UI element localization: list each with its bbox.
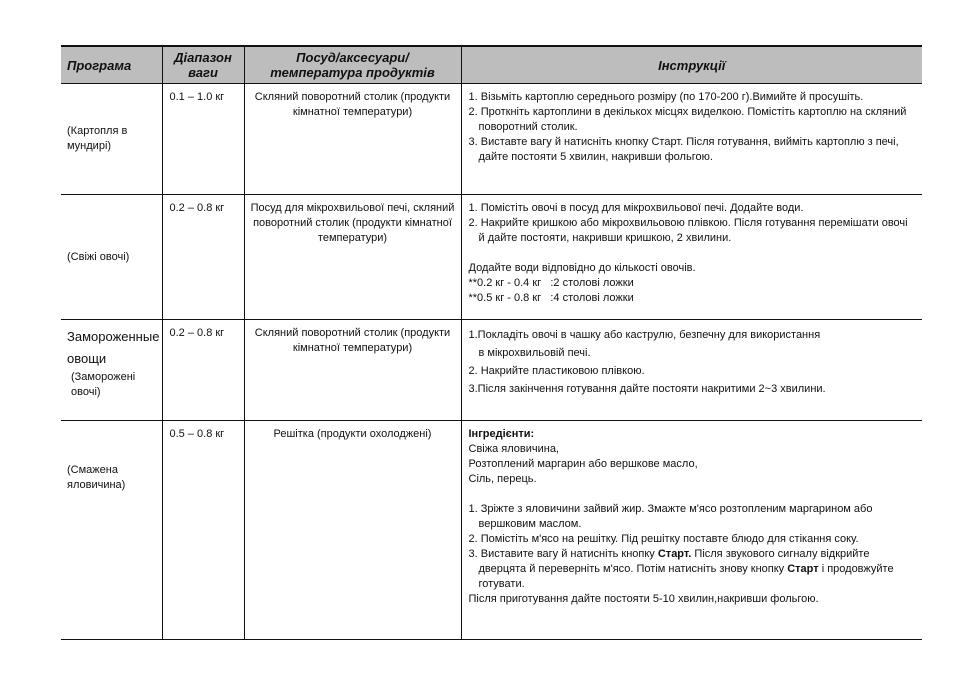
instruction-step: 3. Виставте вагу й натисніть кнопку Старт. Після готування, вийміть картоплю з печі, дайте постояти 5 хвилин, накривши фольгою. [468, 136, 899, 163]
instructions-cell [461, 84, 922, 195]
program-name: (Картопля в [67, 125, 128, 137]
ingredient: Свіжа яловичина, [468, 443, 559, 455]
header-weight: Діапазон ваги [162, 46, 244, 84]
instruction-step: 3. Виставите вагу й натисніть кнопку Старт. Після звукового сигналу відкрийте дверцята й переверніть м'ясо. Потім натисніть знову кнопку Старт і продовжуйте готувати. [468, 548, 894, 590]
header-program: Програма [61, 46, 162, 84]
final-note: Після приготування дайте постояти 5-10 хвилин,накривши фольгою. [468, 593, 819, 605]
weight-range: 0.2 – 0.8 кг [162, 320, 244, 421]
instruction-step: 2. Помістіть м'ясо на решітку. Під решітку поставте блюдо для стікання соку. [468, 533, 859, 545]
program-name: (Заморожені [71, 371, 136, 383]
dish-accessory: Скляний поворотний столик (продукти кімнатної температури) [244, 320, 461, 421]
weight-range: 0.1 – 1.0 кг [162, 84, 244, 195]
program-cell [61, 320, 162, 421]
dish-accessory: Посуд для мікрохвильової печі, скляний поворотний столик (продукти кімнатної температури) [244, 195, 461, 320]
program-name: овощи [67, 351, 107, 366]
table-header-row [61, 46, 922, 84]
dish-accessory: Решітка (продукти охолоджені) [244, 421, 461, 640]
ingredient: Розтоплений маргарин або вершкове масло, [468, 458, 698, 470]
instruction-step: 1.Покладіть овочі в чашку або каструлю, безпечну для використання [468, 329, 821, 341]
instructions-cell [461, 320, 922, 421]
instruction-step: 2. Накрийте кришкою або мікрохвильовою плівкою. Після готування перемішати овочі й дайте постояти, накривши кришкою, 2 хвилини. [468, 217, 908, 244]
header-instructions: Інструкції [461, 46, 922, 84]
water-note: **0.2 кг - 0.4 кг :2 столові ложки [468, 277, 634, 289]
weight-range: 0.2 – 0.8 кг [162, 195, 244, 320]
instruction-step: в мікрохвильовій печі. [478, 347, 591, 359]
table-row [61, 320, 922, 421]
program-cell [61, 195, 162, 320]
weight-range: 0.5 – 0.8 кг [162, 421, 244, 640]
program-name: овочі) [71, 386, 101, 398]
water-note: Додайте води відповідно до кількості овочів. [468, 262, 696, 274]
table-row [61, 84, 922, 195]
instruction-step: 1. Зріжте з яловичини зайвий жир. Змажте м'ясо розтопленим маргарином або вершковим маслом. [468, 503, 873, 530]
instruction-step: 2. Проткніть картоплини в декількох місцях виделкою. Помістіть картоплю на скляний поворотний столик. [468, 106, 907, 133]
ingredient: Сіль, перець. [468, 473, 537, 485]
ingredients-title: Інгредієнти: [468, 428, 535, 440]
instructions-cell [461, 195, 922, 320]
cooking-programs-table [61, 45, 922, 640]
instruction-step: 1. Візьміть картоплю середнього розміру (по 170-200 г).Вимийте й просушіть. [468, 91, 864, 103]
instruction-step: 2. Накрийте пластиковою плівкою. [468, 365, 645, 377]
dish-accessory: Скляний поворотний столик (продукти кімнатної температури) [244, 84, 461, 195]
header-dish: Посуд/аксесуари/ температура продуктів [244, 46, 461, 84]
program-cell [61, 421, 162, 640]
instruction-step: 3.Після закінчення готування дайте постояти накритими 2~3 хвилини. [468, 383, 826, 395]
program-name: мундирі) [67, 140, 112, 152]
instruction-step: 1. Помістіть овочі в посуд для мікрохвильової печі. Додайте води. [468, 202, 804, 214]
program-name: (Смажена [67, 464, 118, 476]
water-note: **0.5 кг - 0.8 кг :4 столові ложки [468, 292, 634, 304]
program-name: яловичина) [67, 479, 126, 491]
program-cell [61, 84, 162, 195]
table-row [61, 421, 922, 640]
program-name: Замороженные [67, 329, 160, 344]
table-row [61, 195, 922, 320]
instructions-cell [461, 421, 922, 640]
program-name: (Свіжі овочі) [67, 250, 130, 263]
